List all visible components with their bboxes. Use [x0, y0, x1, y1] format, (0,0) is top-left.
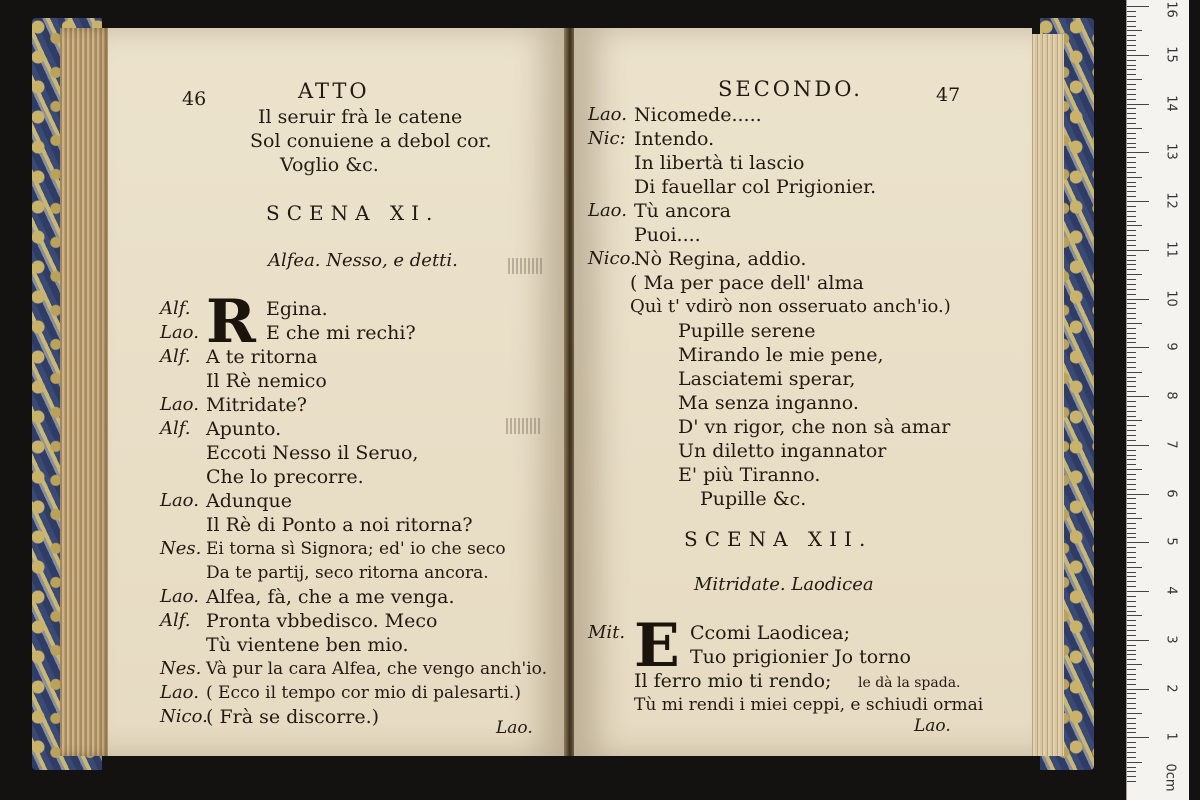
ruler-tick: [1127, 459, 1136, 460]
aria-line: Mirando le mie pene,: [678, 344, 884, 366]
ruler-number: 6: [1163, 488, 1179, 498]
ruler-tick: [1127, 523, 1136, 524]
ruler-tick: [1127, 513, 1136, 514]
ruler-tick: [1127, 308, 1136, 309]
ruler-tick: [1127, 260, 1136, 261]
dialogue-line: Và pur la cara Alfea, che vengo anch'io.: [206, 659, 547, 679]
ruler-tick: [1127, 221, 1136, 222]
ruler-tick: [1127, 737, 1149, 738]
ruler-tick: [1127, 698, 1136, 699]
ruler-tick: [1127, 489, 1136, 490]
speaker-label: Alf.: [160, 298, 191, 319]
dialogue-line: In libertà ti lascio: [634, 152, 805, 174]
dialogue-line: Puoi....: [634, 224, 701, 246]
ruler-tick: [1127, 250, 1149, 251]
ruler-tick: [1127, 284, 1136, 285]
ruler-tick: [1127, 455, 1136, 456]
page-number: 46: [182, 88, 207, 110]
ruler-tick: [1127, 464, 1136, 465]
ruler-tick: [1127, 425, 1136, 426]
dialogue-line: Ccomi Laodicea;: [690, 622, 850, 644]
ruler-tick: [1127, 60, 1136, 61]
ruler-tick: [1127, 401, 1136, 402]
dialogue-line: A te ritorna: [206, 346, 318, 368]
dialogue-line: ( Frà se discorre.): [206, 706, 380, 728]
ruler-tick: [1127, 240, 1136, 241]
ruler-tick: [1127, 581, 1136, 582]
ruler-tick: [1127, 138, 1136, 139]
ruler-tick: [1127, 264, 1136, 265]
ruler-tick: [1127, 552, 1136, 553]
ruler-tick: [1127, 586, 1136, 587]
ruler-tick: [1127, 732, 1136, 733]
ruler-tick: [1127, 333, 1136, 334]
ruler-tick: [1127, 191, 1136, 192]
ruler-tick: [1127, 40, 1136, 41]
ruler-tick: [1127, 596, 1136, 597]
ruler-tick: [1127, 118, 1136, 119]
dialogue-line: Tù mi rendi i miei ceppi, e schiudi ormai: [634, 695, 984, 715]
ruler-tick: [1127, 567, 1142, 568]
ruler-tick: [1127, 99, 1136, 100]
ruler-tick: [1127, 235, 1136, 236]
ruler-tick: [1127, 342, 1136, 343]
ink-show-through: [508, 258, 544, 274]
ruler-tick: [1127, 172, 1136, 173]
ruler-tick: [1127, 186, 1136, 187]
ruler-tick: [1127, 225, 1142, 226]
ruler-tick: [1127, 289, 1136, 290]
ruler-tick: [1127, 484, 1136, 485]
ruler-tick: [1127, 684, 1136, 685]
ruler-tick: [1127, 50, 1136, 51]
speaker-label: Lao.: [160, 490, 199, 511]
ruler-tick: [1127, 601, 1136, 602]
ruler-tick: [1127, 69, 1136, 70]
ruler-tick: [1127, 123, 1136, 124]
ruler-tick: [1127, 245, 1136, 246]
ruler-tick: [1127, 494, 1149, 495]
ruler-number: 7: [1163, 440, 1179, 449]
dialogue-line: Quì t' vdirò non osseruato anch'io.): [630, 296, 951, 317]
ruler-number: 2: [1163, 683, 1179, 693]
left-page: [108, 28, 566, 756]
ruler-tick: [1127, 94, 1136, 95]
dialogue-line: Apunto.: [206, 418, 282, 440]
ink-show-through: [506, 418, 542, 434]
dialogue-line: Mitridate?: [206, 394, 307, 416]
ruler-tick: [1127, 674, 1136, 675]
ruler-tick: [1127, 182, 1136, 183]
verse-line: Voglio &c.: [280, 154, 379, 176]
ruler-tick: [1127, 533, 1136, 534]
ruler-tick: [1127, 357, 1136, 358]
ruler-tick: [1127, 635, 1136, 636]
speaker-label: Nico.: [588, 248, 636, 269]
dialogue-line: Il ferro mio ti rendo;: [634, 670, 832, 692]
ruler-tick: [1127, 508, 1136, 509]
ruler-tick: [1127, 352, 1136, 353]
ruler-tick: [1127, 767, 1136, 768]
ruler-tick: [1127, 313, 1136, 314]
ruler-tick: [1127, 630, 1136, 631]
dialogue-line: Eccoti Nesso il Seruo,: [206, 442, 419, 464]
ruler-tick: [1127, 693, 1136, 694]
ruler-number: 9: [1163, 342, 1179, 351]
ruler-tick: [1127, 381, 1136, 382]
ruler-tick: [1127, 440, 1136, 441]
speaker-label: Lao.: [160, 394, 199, 415]
aria-line: Pupille serene: [678, 320, 816, 342]
ruler-tick: [1127, 299, 1149, 300]
ruler-number: 10: [1163, 289, 1179, 307]
ruler-tick: [1127, 396, 1149, 397]
verse-line: Sol conuiene a debol cor.: [250, 130, 492, 152]
ruler-tick: [1127, 703, 1136, 704]
ruler-tick: [1127, 211, 1136, 212]
catchword: Lao.: [496, 718, 533, 738]
ruler-tick: [1127, 269, 1136, 270]
ruler-tick: [1127, 157, 1136, 158]
ruler-tick: [1127, 162, 1136, 163]
ruler-tick: [1127, 742, 1136, 743]
ruler-tick: [1127, 11, 1136, 12]
dialogue-line: E che mi rechi?: [266, 322, 416, 344]
ruler-tick: [1127, 79, 1142, 80]
page-edges-left: [60, 28, 112, 756]
dialogue-line: ( Ecco il tempo cor mio di palesarti.): [206, 683, 521, 703]
ruler-tick: [1127, 498, 1136, 499]
ruler-tick: [1127, 728, 1136, 729]
ruler-number: 3: [1163, 635, 1179, 644]
dialogue-line: Che lo precorre.: [206, 466, 364, 488]
ruler-tick: [1127, 45, 1136, 46]
running-header: SECONDO.: [718, 77, 863, 101]
ruler-tick: [1127, 177, 1142, 178]
ruler-tick: [1127, 435, 1136, 436]
ruler-tick: [1127, 420, 1142, 421]
dialogue-line: Alfea, fà, che a me venga.: [206, 586, 455, 608]
dialogue-line: Intendo.: [634, 128, 715, 150]
measurement-ruler: [1126, 0, 1189, 800]
ruler-tick: [1127, 606, 1136, 607]
ruler-tick: [1127, 611, 1136, 612]
ruler-tick: [1127, 640, 1149, 641]
scene-title: SCENA XI.: [266, 201, 440, 225]
speaker-label: Nic:: [588, 128, 626, 149]
ruler-tick: [1127, 16, 1136, 17]
aria-line: Ma senza inganno.: [678, 392, 859, 414]
ruler-tick: [1127, 65, 1136, 66]
cast-list: Alfea. Nesso, e detti.: [268, 250, 458, 271]
ruler-tick: [1127, 411, 1136, 412]
ruler-tick: [1127, 147, 1136, 148]
ruler-tick: [1127, 108, 1136, 109]
right-page: [574, 28, 1032, 756]
ruler-tick: [1127, 547, 1136, 548]
speaker-label: Lao.: [160, 322, 199, 343]
ruler-number: 12: [1163, 192, 1179, 209]
ruler-tick: [1127, 128, 1142, 129]
ruler-tick: [1127, 303, 1136, 304]
ruler-tick: [1127, 143, 1136, 144]
ruler-tick: [1127, 771, 1136, 772]
ruler-tick: [1127, 479, 1136, 480]
speaker-label: Lao.: [160, 586, 199, 607]
ruler-tick: [1127, 757, 1136, 758]
aria-line: Pupille &c.: [700, 488, 807, 510]
ruler-tick: [1127, 430, 1136, 431]
ruler-tick: [1127, 723, 1136, 724]
ruler-tick: [1127, 347, 1149, 348]
speaker-label: Nes.: [160, 658, 202, 679]
ruler-tick: [1127, 323, 1142, 324]
ruler-tick: [1127, 469, 1142, 470]
ruler-tick: [1127, 152, 1149, 153]
page-edges-right: [1030, 34, 1064, 756]
speaker-label: Lao.: [588, 104, 627, 125]
ruler-tick: [1127, 542, 1149, 543]
scene-title: SCENA XII.: [684, 527, 873, 551]
speaker-label: Lao.: [588, 200, 627, 221]
ruler-tick: [1127, 30, 1142, 31]
aria-line: Lasciatemi sperar,: [678, 368, 856, 390]
speaker-label: Alf.: [160, 418, 191, 439]
ruler-tick: [1127, 747, 1136, 748]
ruler-number: 13: [1163, 143, 1179, 161]
drop-cap: E: [634, 611, 680, 681]
ruler-tick: [1127, 338, 1136, 339]
dialogue-line: ( Ma per pace dell' alma: [630, 272, 864, 294]
ruler-tick: [1127, 659, 1136, 660]
dialogue-line: Il Rè di Ponto a noi ritorna?: [206, 514, 473, 536]
ruler-tick: [1127, 689, 1149, 690]
ruler-number: 14: [1163, 94, 1179, 112]
ruler-tick: [1127, 216, 1136, 217]
ruler-tick: [1127, 620, 1136, 621]
ruler-tick: [1127, 591, 1149, 592]
ruler-number: 0cm: [1162, 763, 1178, 792]
running-header: ATTO: [298, 79, 370, 103]
ruler-tick: [1127, 84, 1136, 85]
ruler-tick: [1127, 645, 1136, 646]
speaker-label: Nes.: [160, 538, 202, 559]
ruler-tick: [1127, 562, 1136, 563]
ruler-tick: [1127, 713, 1142, 714]
ruler-number: 16: [1163, 1, 1179, 18]
dialogue-line: Di fauellar col Prigionier.: [634, 176, 877, 198]
ruler-tick: [1127, 294, 1136, 295]
ruler-tick: [1127, 776, 1136, 777]
aria-line: D' vn rigor, che non sà amar: [678, 416, 951, 438]
ruler-tick: [1127, 416, 1136, 417]
ruler-tick: [1127, 196, 1136, 197]
ruler-tick: [1127, 206, 1136, 207]
dialogue-line: Ei torna sì Signora; ed' io che seco: [206, 539, 506, 559]
ruler-tick: [1127, 572, 1136, 573]
ruler-tick: [1127, 528, 1136, 529]
ruler-tick: [1127, 274, 1142, 275]
speaker-label: Mit.: [588, 622, 626, 643]
ruler-tick: [1127, 518, 1142, 519]
ruler-tick: [1127, 255, 1136, 256]
ruler-tick: [1127, 133, 1136, 134]
ruler-tick: [1127, 167, 1136, 168]
ruler-tick: [1127, 474, 1136, 475]
ruler-tick: [1127, 201, 1149, 202]
ruler-tick: [1127, 372, 1142, 373]
ruler-tick: [1127, 615, 1142, 616]
ruler-number: 4: [1163, 586, 1179, 595]
ruler-tick: [1127, 328, 1136, 329]
ruler-tick: [1127, 26, 1136, 27]
ruler-tick: [1127, 664, 1142, 665]
ruler-tick: [1127, 752, 1136, 753]
ruler-number: 11: [1163, 240, 1179, 258]
ruler-number: 8: [1163, 391, 1179, 400]
ruler-tick: [1127, 89, 1136, 90]
ruler-tick: [1127, 279, 1136, 280]
cast-list: Mitridate. Laodicea: [694, 574, 874, 595]
ruler-tick: [1127, 391, 1136, 392]
ruler-tick: [1127, 762, 1142, 763]
ruler-tick: [1127, 367, 1136, 368]
ruler-tick: [1127, 35, 1136, 36]
dialogue-line: Nò Regina, addio.: [634, 248, 807, 270]
ruler-tick: [1127, 650, 1136, 651]
verse-line: Il seruir frà le catene: [258, 106, 463, 128]
ruler-tick: [1127, 386, 1136, 387]
ruler-tick: [1127, 576, 1136, 577]
dialogue-line: Tù vientene ben mio.: [206, 634, 409, 656]
aria-line: E' più Tiranno.: [678, 464, 821, 486]
dialogue-line: Pronta vbbedisco. Meco: [206, 610, 438, 632]
ruler-tick: [1127, 113, 1136, 114]
ruler-tick: [1127, 230, 1136, 231]
dialogue-line: Tuo prigionier Jo torno: [690, 646, 911, 668]
ruler-tick: [1127, 377, 1136, 378]
ruler-tick: [1127, 362, 1136, 363]
ruler-tick: [1127, 406, 1136, 407]
ruler-tick: [1127, 669, 1136, 670]
speaker-label: Alf.: [160, 346, 191, 367]
ruler-tick: [1127, 654, 1136, 655]
ruler-tick: [1127, 74, 1136, 75]
ruler-number: 1: [1163, 732, 1179, 741]
drop-cap: R: [206, 287, 256, 357]
ruler-tick: [1127, 450, 1136, 451]
ruler-tick: [1127, 708, 1136, 709]
page-number: 47: [936, 84, 961, 106]
ruler-tick: [1127, 781, 1136, 782]
ruler-number: 15: [1163, 45, 1179, 63]
ruler-tick: [1127, 679, 1136, 680]
ruler-tick: [1127, 625, 1136, 626]
ruler-tick: [1127, 445, 1149, 446]
catchword: Lao.: [914, 716, 951, 736]
dialogue-line: Egina.: [266, 298, 328, 320]
stage-direction: le dà la spada.: [858, 675, 961, 691]
ruler-tick: [1127, 6, 1149, 7]
ruler-tick: [1127, 104, 1149, 105]
dialogue-line: Da te partij, seco ritorna ancora.: [206, 563, 489, 583]
dialogue-line: Nicomede.....: [634, 104, 762, 126]
ruler-tick: [1127, 21, 1136, 22]
speaker-label: Lao.: [160, 682, 199, 703]
dialogue-line: Il Rè nemico: [206, 370, 327, 392]
aria-line: Un diletto ingannator: [678, 440, 887, 462]
ruler-tick: [1127, 537, 1136, 538]
ruler-tick: [1127, 55, 1149, 56]
dialogue-line: Adunque: [206, 490, 293, 512]
speaker-label: Alf.: [160, 610, 191, 631]
ruler-number: 5: [1163, 537, 1179, 546]
ruler-tick: [1127, 718, 1136, 719]
dialogue-line: Tù ancora: [634, 200, 732, 222]
ruler-tick: [1127, 557, 1136, 558]
speaker-label: Nico.: [160, 706, 208, 727]
ruler-tick: [1127, 318, 1136, 319]
ruler-tick: [1127, 503, 1136, 504]
